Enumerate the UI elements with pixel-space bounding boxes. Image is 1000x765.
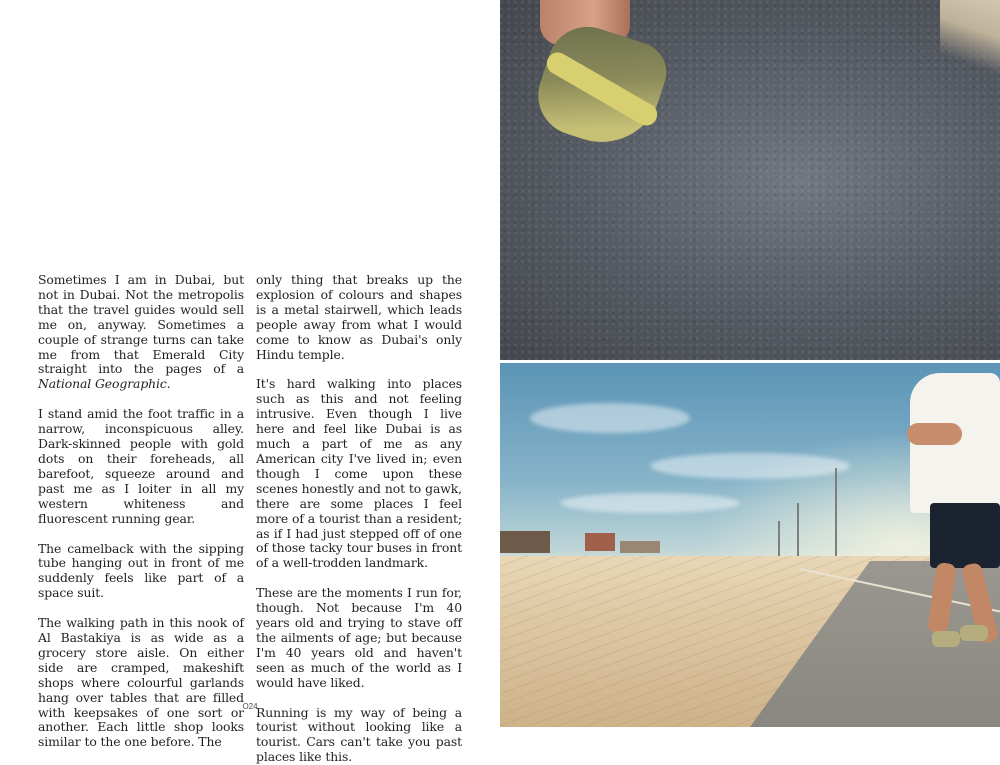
paragraph-3: The camelback with the sipping tube hanging out in front of me suddenly feels like part of a space suit. bbox=[38, 540, 244, 601]
paragraph-5: only thing that breaks up the explosion of colours and shapes is a metal stairwell, which leads people away from what I would come to know as Dubai's only Hindu temple. bbox=[256, 272, 462, 362]
street-light-pole bbox=[797, 503, 799, 563]
paragraph-7: These are the moments I run for, though. Not because I'm 40 years old and trying to stave off the ailments of age; but because I'm 40 years old and haven't seen as much of the world as I would have liked. bbox=[256, 585, 462, 690]
road-edge bbox=[940, 0, 1000, 90]
building bbox=[620, 541, 660, 553]
cloud bbox=[650, 453, 850, 479]
text-column-2 bbox=[256, 273, 462, 765]
running-shoe-photo bbox=[500, 0, 1000, 360]
paragraph-2: I stand amid the foot traffic in a narrow, inconspicuous alley. Dark-skinned people with gold dots on their foreheads, all barefoot, squeeze around and past me as I loiter in all my western whiteness and fluorescent running gear. bbox=[38, 406, 244, 526]
runner-arm bbox=[907, 423, 962, 445]
building bbox=[585, 533, 615, 551]
magazine-title-italic: National Geographic bbox=[38, 376, 167, 392]
runner-shorts bbox=[930, 503, 1000, 568]
desert-road-photo bbox=[500, 363, 1000, 727]
paragraph-6: It's hard walking into places such as this and not feeling intrusive. Even though I live here and feel like Dubai is as much a part of me as any American city I've lived in; even though I come upon these scenes honestly and not to gawk, there are some places I feel more of a tourist than a resident; as if I had just stepped off of one of those tacky tour buses in front of a well-trodden landmark. bbox=[256, 376, 462, 571]
paragraph-1-text: Sometimes I am in Dubai, but not in Dubai. Not the metropolis that the travel guides would sell me on, anyway. Sometimes a couple of strange turns can take me from that Emerald City straight into the pages of a bbox=[38, 272, 244, 377]
paragraph-1-end: . bbox=[166, 376, 171, 392]
runner-shoe bbox=[932, 631, 960, 647]
page-number: O24 bbox=[242, 702, 258, 711]
paragraph-1 bbox=[38, 273, 244, 392]
cloud bbox=[560, 493, 740, 513]
paragraph-8: Running is my way of being a tourist without looking like a tourist. Cars can't take you past places like this. bbox=[256, 704, 462, 765]
street-light-pole bbox=[778, 521, 780, 561]
cloud bbox=[530, 403, 690, 433]
paragraph-4: The walking path in this nook of Al Bastakiya is as wide as a grocery store aisle. On either side are cramped, makeshift shops where colourful garlands hang over tables that are filled with keepsakes of one sort or another. Each little shop looks similar to the one before. The bbox=[38, 615, 244, 750]
photo-page bbox=[500, 0, 1000, 727]
text-column-1 bbox=[38, 273, 244, 750]
building bbox=[500, 531, 550, 553]
street-light-pole bbox=[835, 468, 837, 563]
runner-shoe bbox=[960, 625, 988, 641]
